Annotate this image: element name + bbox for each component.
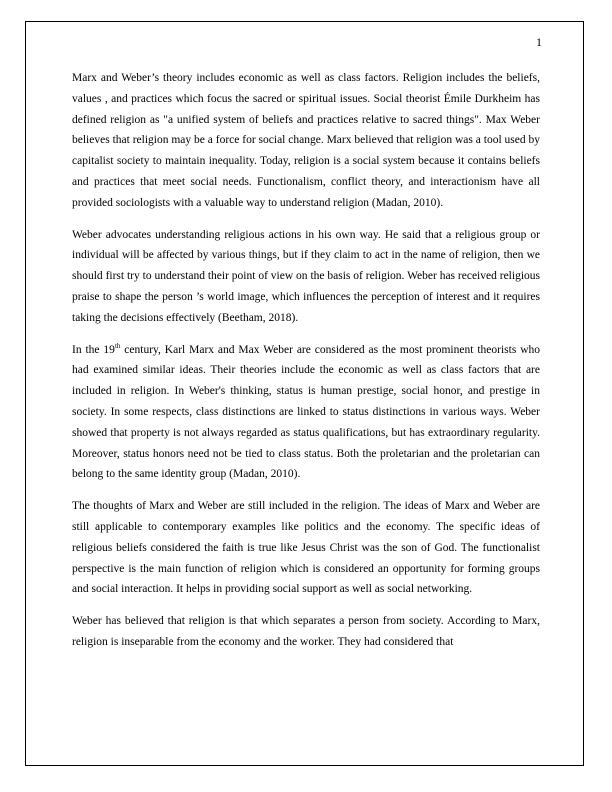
paragraph-5: Weber has believed that religion is that which separates a person from society. According to Marx, religion is inseparable from the economy and the worker. They had considered that [72,615,540,648]
ordinal-suffix: th [114,341,121,350]
paragraph-2: Weber advocates understanding religious actions in his own way. He said that a religious group or individual will be affected by various things, but if they claim to act in the name of religion, then we should first try to understand their point of view on the basis of religion. Weber has received religious praise to shape the person ’s world image, which influences the perception of interest and it requires taking the decisions effectively (Beetham, 2018). [72,228,540,324]
paragraph-3-text: century, Karl Marx and Max Weber are considered as the most prominent theorists who had examined similar ideas. Their theories include the economic as well as class factors that are included in religion. In Weber's thinking, status is human prestige, social honor, and prestige in society. In some respects, class distinctions are linked to status distinctions in various ways. Weber showed that property is not always regarded as status qualifications, but has extraordinary regularity. Moreover, status honors need not be tied to class status. Both the proletarian and the proletarian can belong to the same identity group (Madan, 2010). [72,343,540,481]
paragraph-3-lead: In the 19 [72,343,115,356]
paragraph-1: Marx and Weber’s theory includes economic as well as class factors. Religion includes the beliefs, values , and practices which focus the sacred or spiritual issues. Social theorist Émile Durkheim has defined religion as "a unified system of beliefs and practices relative to sacred things". Max Weber believes that religion may be a force for social change. Marx believed that religion was a tool used by capitalist society to maintain inequality. Today, religion is a social system because it contains beliefs and practices that meet social needs. Functionalism, conflict theory, and interactionism have all provided sociologists with a valuable way to understand religion (Madan, 2010). [72,72,540,209]
paragraph-4: The thoughts of Marx and Weber are still included in the religion. The ideas of Marx and Weber are still applicable to contemporary examples like politics and the economy. The specific ideas of religious beliefs considered the faith is true like Jesus Christ was the son of God. The functionalist perspective is the main function of religion which is considered an opportunity for forming groups and social interaction. It helps in providing social support as well as social networking. [72,500,540,596]
paragraph-3 [72,340,540,486]
page-number: 1 [536,35,542,49]
document-body [72,68,540,664]
